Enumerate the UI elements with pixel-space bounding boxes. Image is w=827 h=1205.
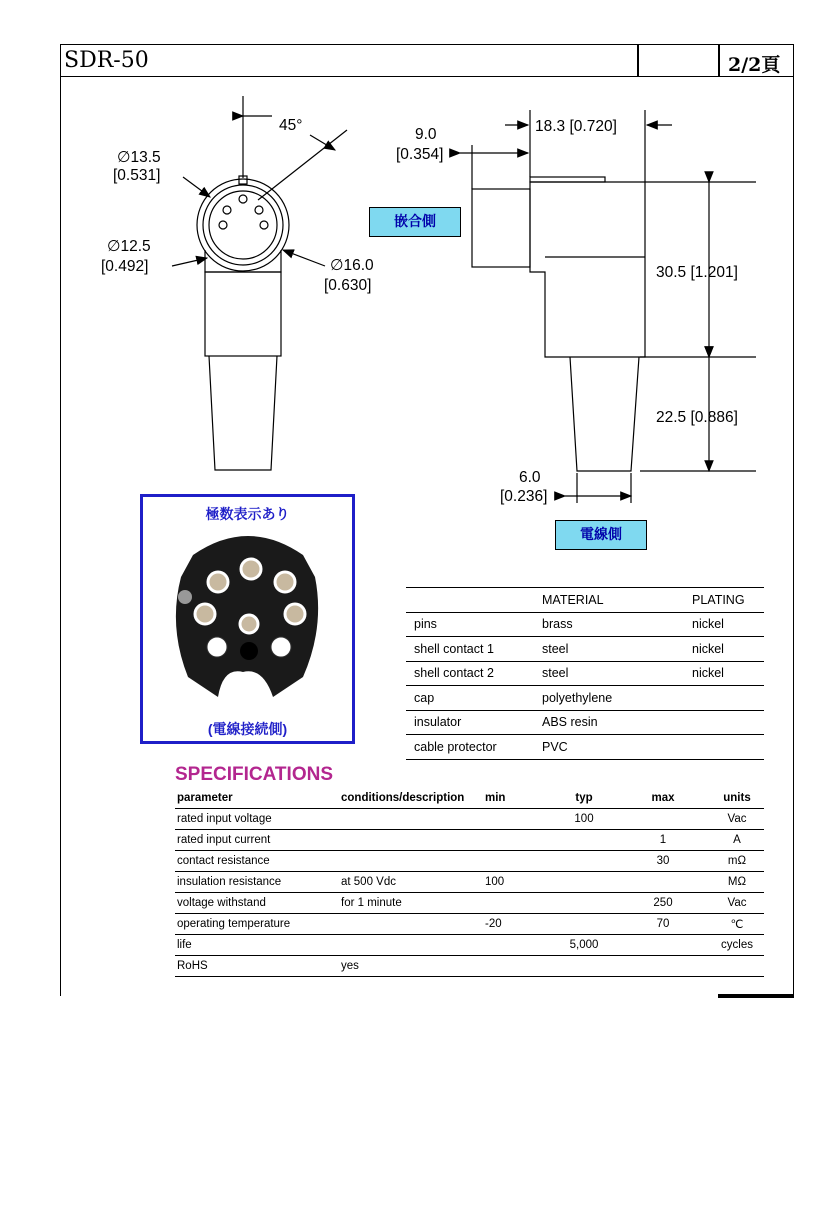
cell bbox=[552, 851, 616, 872]
cell bbox=[710, 956, 764, 977]
table-row bbox=[175, 935, 764, 956]
cell bbox=[552, 872, 616, 893]
table-row bbox=[175, 914, 764, 935]
table-row bbox=[406, 637, 764, 662]
cell: at 500 Vdc bbox=[339, 872, 483, 893]
cell bbox=[483, 893, 552, 914]
cell: brass bbox=[534, 612, 684, 637]
table-row bbox=[175, 956, 764, 977]
dim-angle: 45° bbox=[279, 117, 303, 134]
cell: cycles bbox=[710, 935, 764, 956]
table-row bbox=[175, 830, 764, 851]
cell bbox=[483, 935, 552, 956]
cell: pins bbox=[406, 612, 534, 637]
dim-w60-in: [0.236] bbox=[500, 488, 548, 505]
specifications-title: SPECIFICATIONS bbox=[175, 764, 333, 785]
connector-photo bbox=[140, 494, 355, 744]
cell: 100 bbox=[552, 809, 616, 830]
cell: life bbox=[175, 935, 339, 956]
materials-table bbox=[406, 587, 764, 760]
cell: mΩ bbox=[710, 851, 764, 872]
cell: insulation resistance bbox=[175, 872, 339, 893]
cell: ℃ bbox=[710, 914, 764, 935]
connector-face-illustration bbox=[143, 497, 352, 741]
cell bbox=[616, 935, 710, 956]
cell: cable protector bbox=[406, 735, 534, 760]
cell bbox=[552, 830, 616, 851]
cell: rated input current bbox=[175, 830, 339, 851]
dim-d135: ∅13.5 bbox=[117, 149, 161, 166]
specifications-table bbox=[175, 788, 764, 977]
table-row bbox=[175, 872, 764, 893]
cell: contact resistance bbox=[175, 851, 339, 872]
cell: 100 bbox=[483, 872, 552, 893]
cell: shell contact 2 bbox=[406, 661, 534, 686]
cell bbox=[616, 809, 710, 830]
dim-w183: 18.3 [0.720] bbox=[535, 118, 617, 135]
cell bbox=[339, 914, 483, 935]
table-row bbox=[406, 710, 764, 735]
cell: steel bbox=[534, 637, 684, 662]
technical-drawing bbox=[0, 80, 827, 610]
cell bbox=[483, 956, 552, 977]
dim-h305: 30.5 [1.201] bbox=[656, 264, 738, 281]
header-divider bbox=[718, 44, 720, 77]
cell bbox=[684, 735, 764, 760]
header-cell: typ bbox=[552, 788, 616, 809]
table-header-row bbox=[175, 788, 764, 809]
cell: shell contact 1 bbox=[406, 637, 534, 662]
cell: RoHS bbox=[175, 956, 339, 977]
cell bbox=[616, 956, 710, 977]
cell bbox=[552, 893, 616, 914]
cell: polyethylene bbox=[534, 686, 684, 711]
table-row bbox=[175, 809, 764, 830]
table-row bbox=[406, 612, 764, 637]
cable-side-tag: 電線側 bbox=[555, 520, 647, 550]
cell bbox=[552, 914, 616, 935]
header-cell bbox=[406, 588, 534, 613]
cell: 30 bbox=[616, 851, 710, 872]
cell: nickel bbox=[684, 661, 764, 686]
cell: -20 bbox=[483, 914, 552, 935]
header-divider bbox=[637, 44, 639, 77]
cell: operating temperature bbox=[175, 914, 339, 935]
table-row bbox=[406, 735, 764, 760]
table-row bbox=[406, 661, 764, 686]
cell: MΩ bbox=[710, 872, 764, 893]
cell: steel bbox=[534, 661, 684, 686]
cell: 5,000 bbox=[552, 935, 616, 956]
header-cell: min bbox=[483, 788, 552, 809]
table-row bbox=[406, 686, 764, 711]
mating-side-tag: 嵌合側 bbox=[369, 207, 461, 237]
cell: rated input voltage bbox=[175, 809, 339, 830]
cell: PVC bbox=[534, 735, 684, 760]
header-cell: units bbox=[710, 788, 764, 809]
cell: nickel bbox=[684, 637, 764, 662]
photo-bottom-label: (電線接続側) bbox=[207, 721, 288, 737]
cell bbox=[339, 935, 483, 956]
cell bbox=[616, 872, 710, 893]
cell: ABS resin bbox=[534, 710, 684, 735]
cell bbox=[684, 686, 764, 711]
page-number: 2/2頁 bbox=[728, 54, 781, 76]
cell bbox=[483, 851, 552, 872]
cell: 70 bbox=[616, 914, 710, 935]
table-row bbox=[175, 893, 764, 914]
header-cell: conditions/description bbox=[339, 788, 483, 809]
cell: 1 bbox=[616, 830, 710, 851]
cell bbox=[684, 710, 764, 735]
model-number: SDR-50 bbox=[64, 48, 149, 73]
dim-h225: 22.5 [0.886] bbox=[656, 409, 738, 426]
cell: voltage withstand bbox=[175, 893, 339, 914]
header-cell: MATERIAL bbox=[534, 588, 684, 613]
cell: for 1 minute bbox=[339, 893, 483, 914]
cell: nickel bbox=[684, 612, 764, 637]
cell: yes bbox=[339, 956, 483, 977]
cell: Vac bbox=[710, 893, 764, 914]
cell bbox=[552, 956, 616, 977]
header-cell: parameter bbox=[175, 788, 339, 809]
cell: insulator bbox=[406, 710, 534, 735]
dim-d135-in: [0.531] bbox=[113, 167, 161, 184]
cell bbox=[339, 809, 483, 830]
cell bbox=[483, 809, 552, 830]
cell bbox=[339, 830, 483, 851]
cell bbox=[339, 851, 483, 872]
dim-d160-in: [0.630] bbox=[324, 277, 372, 294]
cell: 250 bbox=[616, 893, 710, 914]
dim-d125-in: [0.492] bbox=[101, 258, 149, 275]
dim-d160: ∅16.0 bbox=[330, 257, 374, 274]
header-cell: max bbox=[616, 788, 710, 809]
title-block bbox=[60, 44, 794, 77]
cell: Vac bbox=[710, 809, 764, 830]
table-header-row bbox=[406, 588, 764, 613]
dim-w90-in: [0.354] bbox=[396, 146, 444, 163]
cell: cap bbox=[406, 686, 534, 711]
header-cell: PLATING bbox=[684, 588, 764, 613]
dim-d125: ∅12.5 bbox=[107, 238, 151, 255]
dim-w90: 9.0 bbox=[415, 126, 437, 143]
photo-top-label: 極数表示あり bbox=[205, 506, 290, 522]
bottom-bar bbox=[718, 994, 794, 998]
table-row bbox=[175, 851, 764, 872]
cell bbox=[483, 830, 552, 851]
cell: A bbox=[710, 830, 764, 851]
dim-w60: 6.0 bbox=[519, 469, 541, 486]
